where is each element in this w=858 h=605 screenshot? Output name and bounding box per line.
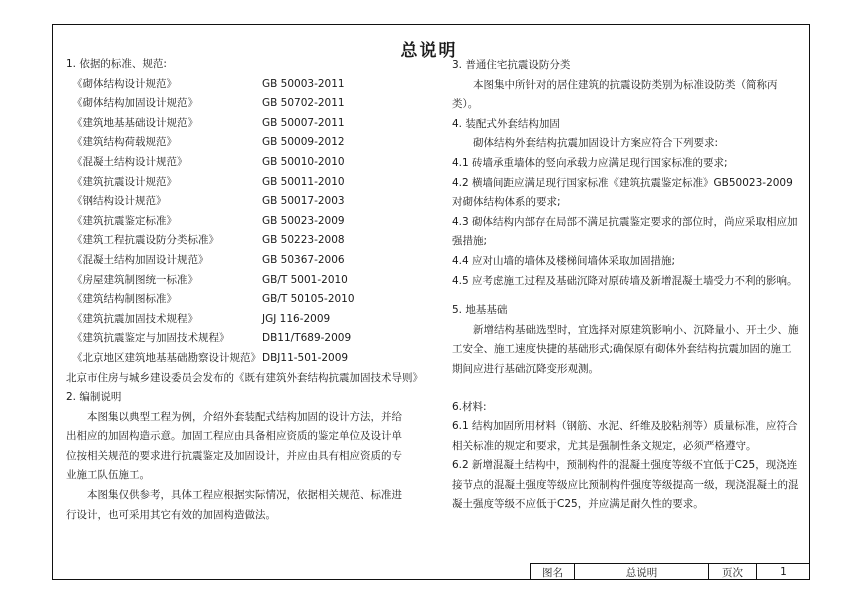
standard-code: GB/T 5001-2010 — [262, 273, 348, 286]
standard-code: GB 50017-2003 — [262, 195, 345, 208]
section-3-paragraph: 本图集中所针对的居住建筑的抗震设防类别为标准设防类（简称丙类）。 — [452, 78, 778, 111]
section-6-item: 6.2 新增混凝土结构中，预制构件的混凝土强度等级不宜低于C25，现浇连接节点的混凝土强度等级应比预制构件强度等级提高一级，现浇混凝土的混凝土强度等级不应低于C25，并应满足耐久性的要求。 — [452, 459, 799, 511]
section-4-item: 4.3 砌体结构内部存在局部不满足抗震鉴定要求的部位时，尚应采取相应加强措施; — [452, 215, 798, 248]
section-4-heading: 4. 装配式外套结构加固 — [452, 117, 560, 130]
standard-code: GB/T 50105-2010 — [262, 293, 355, 306]
title-block — [530, 563, 810, 580]
section-2-paragraph-1: 本图集以典型工程为例，介绍外套装配式结构加固的设计方法，并给出相应的加固构造示意。加固工程应由具备相应资质的鉴定单位及设计单位按相关规范的要求进行抗震鉴定及加固设计，并应由具有相应资质的专业施工队伍施工。 — [66, 410, 402, 482]
standard-name: 《建筑工程抗震设防分类标准》 — [72, 234, 219, 247]
standard-row — [66, 290, 406, 310]
standard-row — [66, 310, 406, 330]
section-2-heading: 2. 编制说明 — [66, 391, 122, 404]
standard-row — [66, 114, 406, 134]
section-6-heading: 6.材料: — [452, 400, 487, 413]
section-4-item: 4.1 砖墙承重墙体的竖向承载力应满足现行国家标准的要求; — [452, 156, 728, 169]
standard-code: GB 50023-2009 — [262, 214, 345, 227]
standard-code: GB 50223-2008 — [262, 234, 345, 247]
standard-name: 《混凝土结构加固设计规范》 — [72, 253, 209, 266]
standard-name: 《砌体结构设计规范》 — [72, 77, 177, 90]
standard-name: 《建筑结构制图标准》 — [72, 293, 177, 306]
standard-row — [66, 192, 406, 212]
standard-code: JGJ 116-2009 — [262, 312, 331, 325]
standard-name: 《建筑地基基础设计规范》 — [72, 116, 198, 129]
standard-name: 《房屋建筑制图统一标准》 — [72, 273, 198, 286]
section-4-item: 4.5 应考虑施工过程及基础沉降对原砖墙及新增混凝土墙受力不利的影响。 — [452, 274, 798, 287]
standard-row — [66, 231, 406, 251]
standard-code: GB 50007-2011 — [262, 116, 345, 129]
standard-row — [66, 133, 406, 153]
standard-code: GB 50009-2012 — [262, 136, 345, 149]
section-4-item: 4.2 横墙间距应满足现行国家标准《建筑抗震鉴定标准》GB50023-2009对砌体结构体系的要求; — [452, 176, 793, 209]
standard-name: 《建筑抗震鉴定标准》 — [72, 214, 177, 227]
standard-name: 《北京地区建筑地基基础勘察设计规范》 — [72, 351, 261, 364]
left-column — [66, 55, 423, 525]
section-3-heading: 3. 普通住宅抗震设防分类 — [452, 59, 571, 71]
standard-row — [66, 212, 406, 232]
standard-name: 《钢结构设计规范》 — [72, 195, 167, 208]
section-1-heading: 1. 依据的标准、规范: — [66, 58, 167, 70]
standard-code: DBJ11-501-2009 — [262, 351, 349, 364]
title-block-name-label: 图名 — [531, 564, 575, 580]
standard-name: 《砌体结构加固设计规范》 — [72, 97, 198, 110]
standard-name: 《建筑抗震鉴定与加固技术规程》 — [72, 332, 230, 345]
standard-name: 《建筑抗震设计规范》 — [72, 175, 177, 188]
standards-list — [66, 75, 406, 369]
standard-row — [66, 251, 406, 271]
section-5-heading: 5. 地基基础 — [452, 304, 508, 317]
title-block-page-label: 页次 — [709, 564, 757, 580]
section-6-item: 6.1 结构加固所用材料（钢筋、水泥、纤维及胶粘剂等）质量标准，应符合相关标准的规定和要求，尤其是强制性条文规定，必须严格遵守。 — [452, 420, 798, 452]
section-4-intro: 砌体结构外套结构抗震加固设计方案应符合下列要求: — [473, 137, 719, 150]
standard-row — [66, 173, 406, 193]
section-1-note: 北京市住房与城乡建设委员会发布的《既有建筑外套结构抗震加固技术导则》 — [66, 371, 423, 384]
standard-row — [66, 153, 406, 173]
standard-row — [66, 94, 406, 114]
standard-code: DB11/T689-2009 — [262, 332, 352, 345]
section-2-paragraph-2: 本图集仅供参考，具体工程应根据实际情况，依据相关规范、标准进行设计，也可采用其它有效的加固构造做法。 — [66, 489, 402, 521]
standard-name: 《建筑结构荷载规范》 — [72, 136, 177, 149]
standard-code: GB 50011-2010 — [262, 175, 345, 188]
right-column — [452, 56, 802, 515]
page-title: 总说明 — [400, 41, 458, 61]
standard-code: GB 50367-2006 — [262, 253, 345, 266]
standard-row — [66, 271, 406, 291]
title-block-page-value: 1 — [780, 566, 787, 578]
standard-code: GB 50003-2011 — [262, 77, 345, 90]
standard-code: GB 50010-2010 — [262, 155, 345, 168]
section-4-item: 4.4 应对山墙的墙体及楼梯间墙体采取加固措施; — [452, 254, 676, 267]
standard-row — [66, 75, 406, 95]
standard-name: 《建筑抗震加固技术规程》 — [72, 312, 198, 325]
standard-code: GB 50702-2011 — [262, 97, 345, 110]
standard-name: 《混凝土结构设计规范》 — [72, 155, 188, 168]
section-5-paragraph: 新增结构基础选型时，宜选择对原建筑影响小、沉降量小、开土少、施工安全、施工速度快捷的基础形式;确保原有砌体外套结构抗震加固的施工期间应进行基础沉降变形观测。 — [452, 323, 799, 375]
title-block-name-value: 总说明 — [575, 564, 709, 580]
standard-row — [66, 329, 406, 349]
standard-row — [66, 349, 406, 369]
